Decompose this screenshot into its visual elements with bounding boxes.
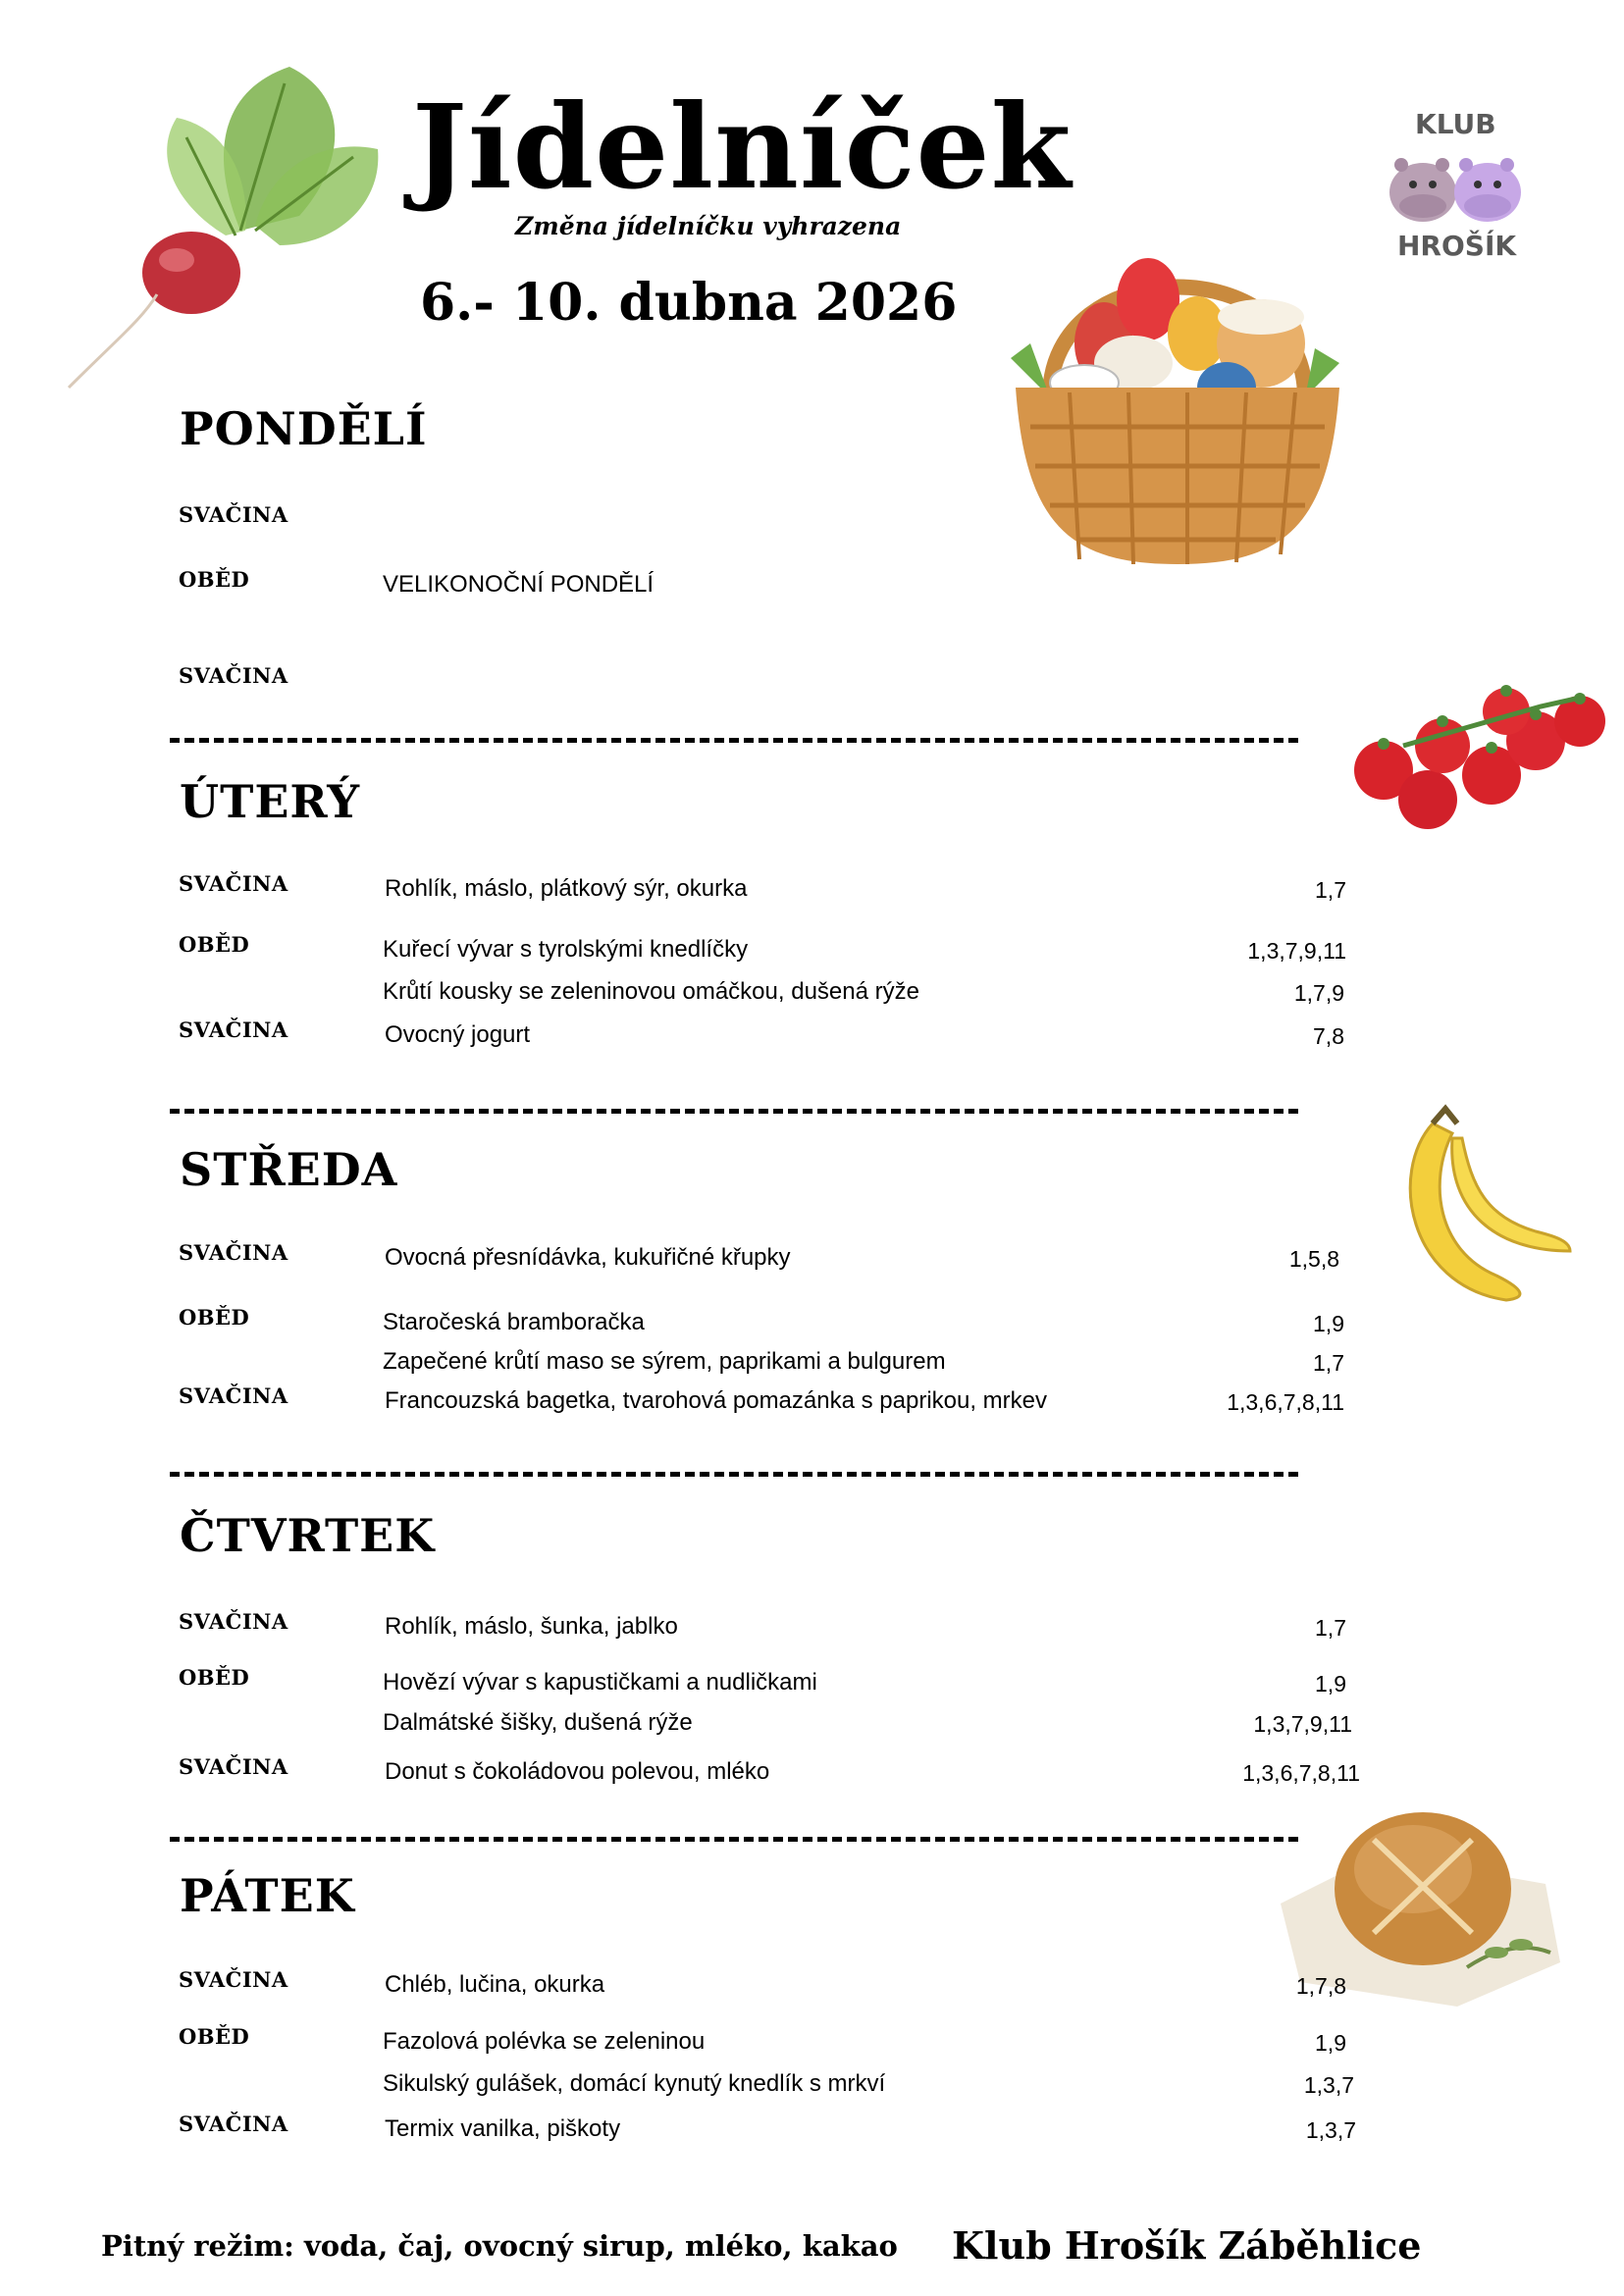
allergen-codes: 1,7 — [1315, 1615, 1346, 1641]
meal-label-lunch: OBĚD — [179, 932, 250, 957]
club-name: Klub Hrošík Záběhlice — [952, 2223, 1422, 2268]
meal-label-lunch: OBĚD — [179, 1665, 250, 1690]
dish-item: Sikulský gulášek, domácí kynutý knedlík s mrkví — [383, 2070, 886, 2097]
dish-item: Zapečené krůtí maso se sýrem, paprikami a bulgurem — [383, 1348, 946, 1375]
allergen-codes: 1,9 — [1315, 2030, 1346, 2056]
allergen-codes: 1,9 — [1313, 1311, 1344, 1336]
page-title: Jídelníček — [412, 78, 1073, 215]
dish-item: Ovocná přesnídávka, kukuřičné křupky — [385, 1244, 791, 1271]
date-range: 6.- 10. dubna 2026 — [420, 273, 958, 333]
day-heading: ČTVRTEK — [180, 1509, 436, 1562]
dish-item: VELIKONOČNÍ PONDĚLÍ — [383, 571, 655, 598]
dish-item: Fazolová polévka se zeleninou — [383, 2028, 706, 2055]
meal-label-snack: SVAČINA — [179, 2112, 288, 2136]
dish-item: Rohlík, máslo, plátkový sýr, okurka — [385, 875, 748, 902]
dashed-separator — [170, 1472, 1298, 1477]
meal-label-snack: SVAČINA — [179, 1018, 288, 1042]
dish-item: Chléb, lučina, okurka — [385, 1971, 605, 1998]
day-heading: ÚTERÝ — [180, 775, 361, 828]
meal-label-snack: SVAČINA — [179, 1754, 288, 1779]
allergen-codes: 1,3,6,7,8,11 — [1242, 1760, 1360, 1786]
logo-text-top: KLUB — [1415, 108, 1496, 140]
allergen-codes: 1,5,8 — [1288, 1246, 1339, 1272]
dish-item: Donut s čokoládovou polevou, mléko — [385, 1758, 770, 1785]
dish-item: Kuřecí vývar s tyrolskými knedlíčky — [383, 936, 749, 963]
dish-item: Francouzská bagetka, tvarohová pomazánka s paprikou, mrkev — [385, 1387, 1048, 1414]
allergen-codes: 1,7 — [1315, 877, 1346, 903]
allergen-codes: 1,9 — [1315, 1671, 1346, 1696]
allergen-codes: 1,7,9 — [1293, 980, 1344, 1006]
dish-item: Hovězí vývar s kapustičkami a nudličkami — [383, 1669, 817, 1696]
allergen-codes: 1,3,7,9,11 — [1253, 1711, 1352, 1737]
day-heading: STŘEDA — [180, 1143, 398, 1196]
day-heading: PÁTEK — [180, 1869, 355, 1922]
meal-label-snack: SVAČINA — [179, 1240, 288, 1265]
allergen-codes: 1,7 — [1313, 1350, 1344, 1376]
day-heading: PONDĚLÍ — [180, 402, 428, 455]
allergen-codes: 1,3,7,9,11 — [1247, 938, 1346, 964]
page-subtitle: Změna jídelníčku vyhrazena — [515, 212, 902, 240]
easter-basket-icon — [991, 231, 1364, 584]
dish-item: Termix vanilka, piškoty — [385, 2115, 621, 2142]
dashed-separator — [170, 1109, 1298, 1114]
hippo-logo-icon — [1382, 147, 1529, 228]
allergen-codes: 1,7,8 — [1295, 1973, 1346, 1999]
dashed-separator — [170, 738, 1298, 743]
dish-item: Ovocný jogurt — [385, 1021, 531, 1048]
allergen-codes: 1,3,7 — [1303, 2072, 1354, 2098]
meal-label-snack: SVAČINA — [179, 502, 288, 527]
meal-label-snack: SVAČINA — [179, 1383, 288, 1408]
radish-icon — [59, 59, 393, 402]
allergen-codes: 1,3,7 — [1305, 2117, 1356, 2143]
dish-item: Krůtí kousky se zeleninovou omáčkou, dušená rýže — [383, 978, 919, 1005]
allergen-codes: 1,3,6,7,8,11 — [1227, 1389, 1344, 1415]
allergen-codes: 7,8 — [1313, 1023, 1344, 1049]
meal-label-snack: SVAČINA — [179, 1967, 288, 1992]
meal-label-lunch: OBĚD — [179, 567, 250, 592]
dish-item: Dalmátské šišky, dušená rýže — [383, 1709, 693, 1736]
bananas-icon — [1379, 1104, 1575, 1320]
logo-text-bottom: HROŠÍK — [1397, 230, 1517, 262]
meal-label-lunch: OBĚD — [179, 2024, 250, 2049]
meal-label-snack: SVAČINA — [179, 663, 288, 688]
meal-label-lunch: OBĚD — [179, 1305, 250, 1330]
meal-label-snack: SVAČINA — [179, 1609, 288, 1634]
drinks-regime: Pitný režim: voda, čaj, ovocný sirup, mléko, kakao — [101, 2229, 898, 2263]
dish-item: Rohlík, máslo, šunka, jablko — [385, 1613, 678, 1640]
dashed-separator — [170, 1837, 1298, 1842]
tomatoes-icon — [1344, 667, 1609, 844]
dish-item: Staročeská bramboračka — [383, 1309, 645, 1335]
meal-label-snack: SVAČINA — [179, 871, 288, 896]
